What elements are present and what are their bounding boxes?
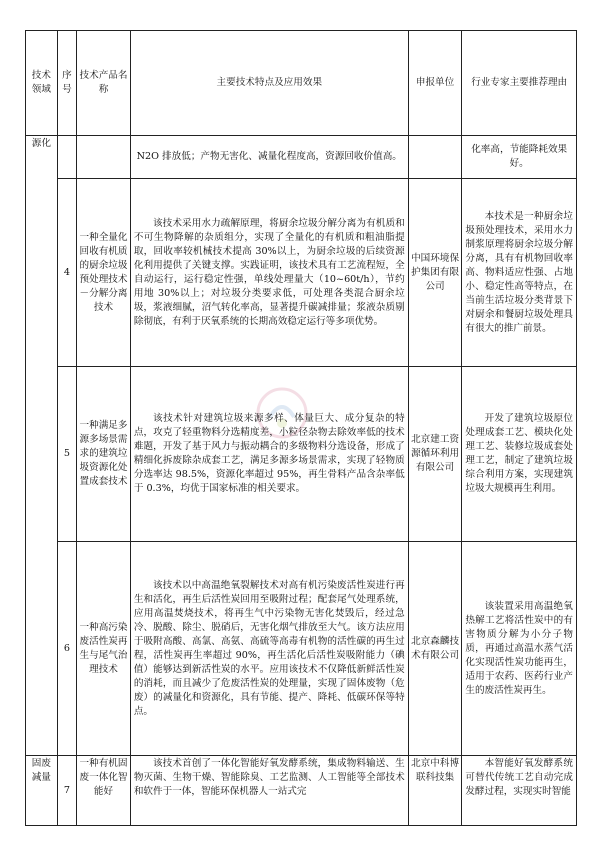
header-features: 主要技术特点及应用效果	[130, 31, 408, 136]
table-row	[26, 179, 577, 367]
header-field: 技术领域	[26, 31, 58, 136]
row-no: 6	[57, 542, 77, 756]
row-field: 固废减量	[26, 756, 58, 826]
row-reason: 本智能好氧发酵系统可替代传统工艺自动完成发酵过程，实现实时智能	[462, 756, 577, 826]
row-features: 该技术采用水力疏解原理，将厨余垃圾分解分离为有机质和不可生物降解的杂质组分，实现了全量化的有机质和粗油脂提取，回收率较机械技术提高 30%以上，为厨余垃圾的后续资源化利用提供了关键支撑。实践证明，该技术具有工艺流程短，全自动运行，运行稳定性强，单线处理量大（10~60t/h），节约用地 30%以上；对垃圾分类要求低，可处理各类混合厨余垃圾，浆液细腻，沼气转化率高，显著提升碳减排量；浆液杂质剔除彻底，有利于厌氧系统的长期高效稳定运行等多项优势。	[130, 179, 408, 367]
row-features: 该技术针对建筑垃圾来源多样、体量巨大、成分复杂的特点，攻克了轻重物料分选精度差，小粒径杂物去除效率低的技术难题，开发了基于风力与振动耦合的多级物料分选设备，形成了精细化拆废除杂成套工艺，满足多源多场景需求，实现了轻物质分选率达 98.5%，资源化率超过 95%，再生骨料产品含杂率低于 0.3%，均优于国家标准的相关要求。	[130, 367, 408, 542]
header-name: 技术产品名称	[77, 31, 131, 136]
table-row	[26, 542, 577, 756]
row-applicant: 中国环境保护集团有限公司	[408, 179, 462, 367]
row-features: 该技术以中高温绝氧裂解技术对高有机污染废活性炭进行再生和活化，再生后活性炭回用至吸附过程；配套尾气处理系统，应用高温焚烧技术，将再生气中污染物无害化焚毁后，经过急冷、脱酸、除尘、脱硝后，无害化烟气排放至大气。该方法应用于吸附高酸、高氯、高氨、高硫等高毒有机物的活性碳的再生过程，活性炭再生率超过 90%，再生活化后活性炭吸附能力（碘值）能够达到新活性炭的水平。应用该技术不仅降低新鲜活性炭的消耗，而且减少了危废活性炭的处理量，实现了固体废物（危废）的减量化和资源化，具有节能、提产、降耗、低碳环保等特点。	[130, 542, 408, 756]
row-features: N2O 排放低；产物无害化、减量化程度高，资源回收价值高。	[130, 136, 408, 179]
row-name	[77, 136, 131, 179]
row-applicant: 北京森麟技术有限公司	[408, 542, 462, 756]
row-name: 一种全量化回收有机质的厨余垃圾预处理技术－分解分离技术	[77, 179, 131, 367]
row-name: 一种高污染废活性炭再生与尾气治理技术	[77, 542, 131, 756]
table-row	[26, 756, 577, 826]
header-reason: 行业专家主要推荐理由	[462, 31, 577, 136]
row-reason: 开发了建筑垃圾原位处理成套工艺、模块化处理工艺、装修垃圾成套处理工艺，制定了建筑垃圾综合利用方案，实现建筑垃圾大规模再生利用。	[462, 367, 577, 542]
technology-table	[25, 30, 577, 826]
header-no: 序号	[57, 31, 77, 136]
row-features: 该技术首创了一体化智能好氧发酵系统，集成物料输送、生物灭菌、生物干燥、智能除臭、工艺监测、人工智能等全部技术和软件于一体，智能环保机器人一站式完	[130, 756, 408, 826]
row-no: 5	[57, 367, 77, 542]
header-applicant: 申报单位	[408, 31, 462, 136]
row-applicant: 北京建工资源循环利用有限公司	[408, 367, 462, 542]
row-reason: 化率高，节能降耗效果好。	[462, 136, 577, 179]
row-no: 4	[57, 179, 77, 367]
row-reason: 本技术是一种厨余垃圾预处理技术，采用水力制浆原理将厨余垃圾分解分离，具有有机物回收率高、物料适应性强、占地小、稳定性高等特点，在当前生活垃圾分类背景下对厨余和餐厨垃圾处理具有很大的推广前景。	[462, 179, 577, 367]
row-applicant	[408, 136, 462, 179]
row-applicant: 北京中科博联科技集	[408, 756, 462, 826]
row-field: 源化	[26, 136, 58, 756]
table-row	[26, 136, 577, 179]
row-no	[57, 136, 77, 179]
table-row	[26, 367, 577, 542]
row-reason: 该装置采用高温绝氧热解工艺将活性炭中的有害物质分解为小分子物质，再通过高温水蒸气活化实现活性炭功能再生，适用于农药、医药行业产生的废活性炭再生。	[462, 542, 577, 756]
table-header-row	[26, 31, 577, 136]
row-name: 一种有机固废一体化智能好	[77, 756, 131, 826]
row-name: 一种满足多源多场景需求的建筑垃圾资源化处置成套技术	[77, 367, 131, 542]
row-no: 7	[57, 756, 77, 826]
